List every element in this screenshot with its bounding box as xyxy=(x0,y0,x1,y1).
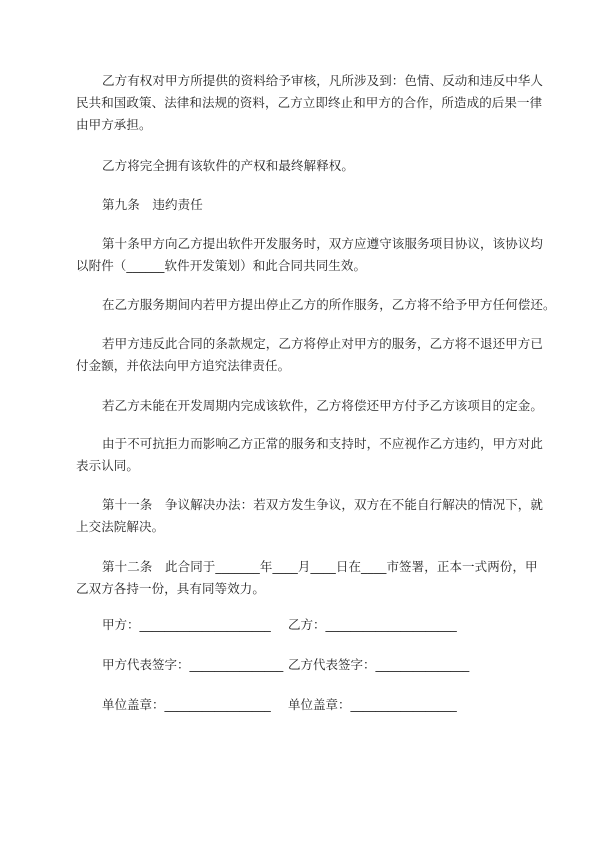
text-line: 第十一条 争议解决办法：若双方发生争议，双方在不能自行解决的情况下，就 xyxy=(102,497,544,512)
text-line: 乙双方各持一份，具有同等效力。 xyxy=(76,581,266,596)
text-line: 由于不可抗拒力而影响乙方正常的服务和支持时，不应视作乙方违约，甲方对此 xyxy=(102,436,544,451)
text-line: 若乙方未能在开发周期内完成该软件，乙方将偿还甲方付予乙方该项目的定金。 xyxy=(102,398,544,413)
party-b-signature-field: 乙方：_____________________ xyxy=(288,617,457,632)
text-line: 乙方将完全拥有该软件的产权和最终解释权。 xyxy=(102,158,355,173)
party-b-seal-field: 单位盖章：_________________ xyxy=(288,697,457,712)
paragraph-force-majeure xyxy=(76,433,544,477)
text-line: 上交法院解决。 xyxy=(76,519,165,534)
text-line: 第十条甲方向乙方提出软件开发服务时，双方应遵守该服务项目协议，该协议均 xyxy=(102,236,544,251)
paragraph-review-rights xyxy=(76,70,544,136)
paragraph-service-stop xyxy=(76,294,556,316)
text-line: 在乙方服务期间内若甲方提出停止乙方的所作服务，乙方将不给予甲方任何偿还。 xyxy=(102,297,556,312)
party-b-representative-field: 乙方代表签字：_______________ xyxy=(288,657,470,672)
text-line: 付金额，并依法向甲方追究法律责任。 xyxy=(76,358,291,373)
text-line: 若甲方违反此合同的条款规定，乙方将停止对甲方的服务，乙方将不退还甲方已 xyxy=(102,336,544,351)
party-a-representative-field: 甲方代表签字：_______________ xyxy=(102,657,284,672)
text-line: 乙方有权对甲方所提供的资料给予审核，凡所涉及到：色情、反动和违反中华人 xyxy=(102,73,544,88)
paragraph-article-twelve xyxy=(76,556,538,600)
article-heading-breach xyxy=(76,194,534,216)
paragraph-article-eleven xyxy=(76,494,544,538)
paragraph-article-ten xyxy=(76,233,544,277)
party-a-signature-field: 甲方：_____________________ xyxy=(102,617,271,632)
text-line: 表示认同。 xyxy=(76,458,140,473)
text-line: 以附件（______软件开发策划）和此合同共同生效。 xyxy=(76,258,367,273)
paragraph-party-a-breach xyxy=(76,333,544,377)
text-line: 第十二条 此合同于_______年____月____日在____市签署，正本一式两份，甲 xyxy=(102,559,538,574)
party-a-seal-field: 单位盖章：_________________ xyxy=(102,697,271,712)
text-line: 第九条 违约责任 xyxy=(102,197,203,212)
paragraph-party-b-breach xyxy=(76,395,544,417)
text-line: 民共和国政策、法律和法规的资料，乙方立即终止和甲方的合作，所造成的后果一律 xyxy=(76,95,543,110)
text-line: 由甲方承担。 xyxy=(76,117,152,132)
paragraph-ownership xyxy=(76,155,534,177)
